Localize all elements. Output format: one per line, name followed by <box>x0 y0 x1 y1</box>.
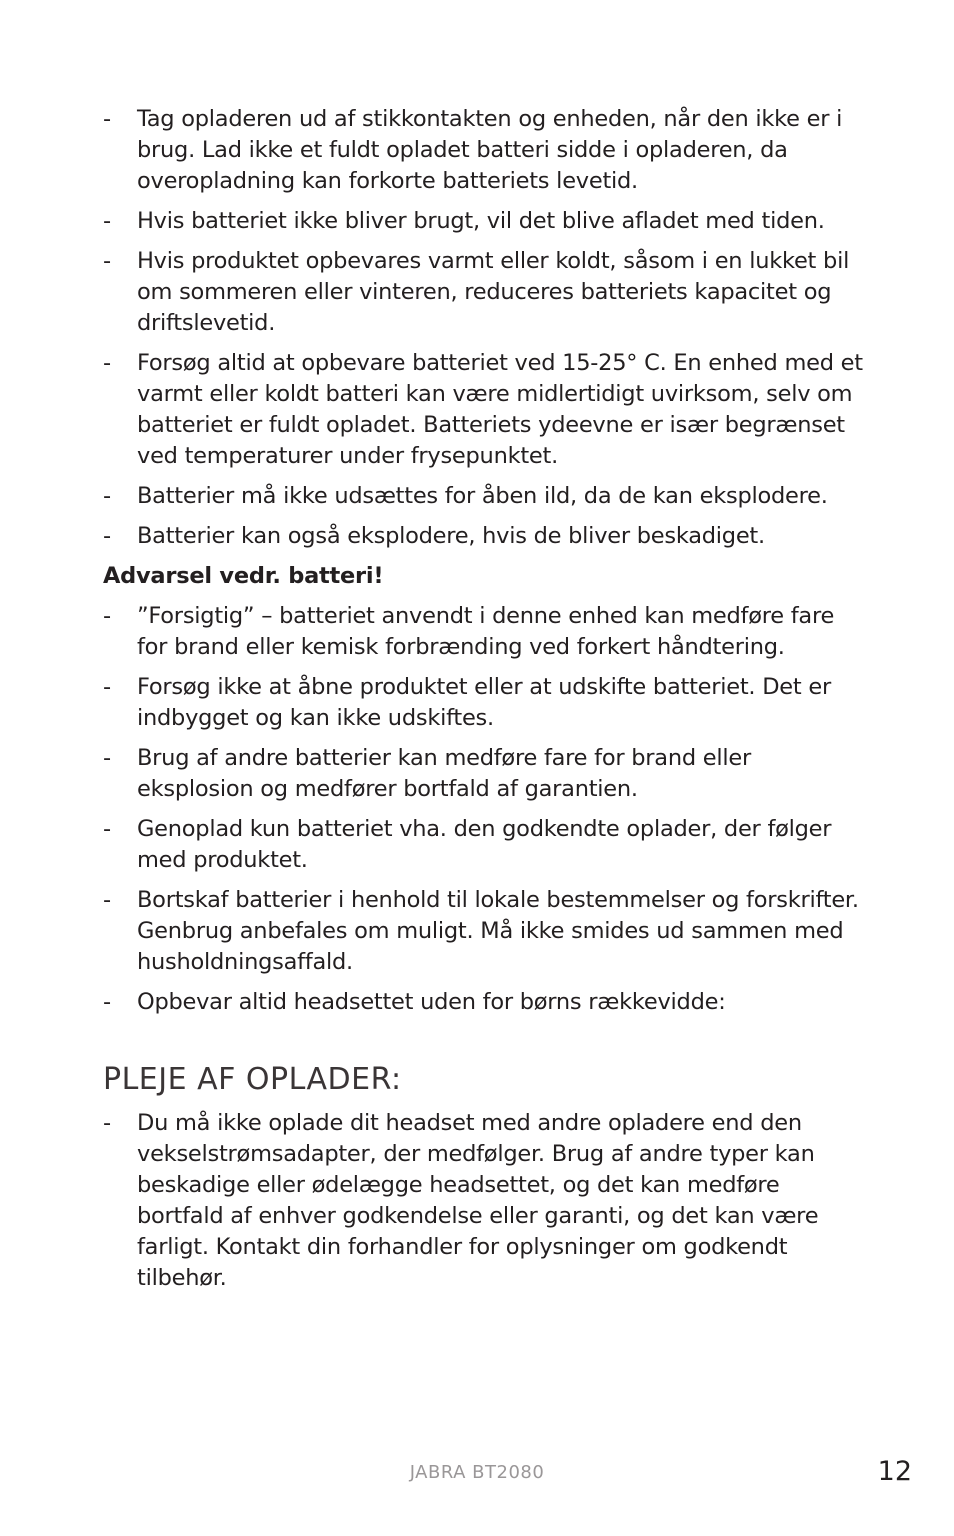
footer-product-name: JABRA BT2080 <box>409 1462 545 1483</box>
list-item <box>103 521 863 552</box>
list-item <box>103 987 863 1018</box>
list-item <box>103 672 863 734</box>
list-item-text: ”Forsigtig” – batteriet anvendt i denne enhed kan medføre fare for brand eller kemisk forbrænding ved forkert håndtering. <box>137 603 835 660</box>
list-item-text: Tag opladeren ud af stikkontakten og enheden, når den ikke er i brug. Lad ikke et fuldt opladet batteri sidde i opladeren, da overopladning kan forkorte batteriets levetid. <box>137 106 843 194</box>
list-item-text: Batterier må ikke udsættes for åben ild, da de kan eksplodere. <box>137 483 828 509</box>
list-item-text: Opbevar altid headsettet uden for børns rækkevidde: <box>137 989 726 1015</box>
list-item-text: Batterier kan også eksplodere, hvis de bliver beskadiget. <box>137 523 765 549</box>
section-title: PLEJE AF OPLADER: <box>103 1062 402 1097</box>
bullet-dash: - <box>103 248 111 274</box>
bullet-dash: - <box>103 350 111 376</box>
list-item <box>103 348 863 472</box>
list-item-text: Bortskaf batterier i henhold til lokale bestemmelser og forskrifter. Genbrug anbefales om muligt. Må ikke smides ud sammen med husholdningsaffald. <box>137 887 859 975</box>
list-item-text: Hvis batteriet ikke bliver brugt, vil det blive afladet med tiden. <box>137 208 825 234</box>
battery-warning-heading: Advarsel vedr. batteri! <box>103 563 384 589</box>
bullet-dash: - <box>103 208 111 234</box>
bullet-dash: - <box>103 816 111 842</box>
list-item <box>103 206 863 237</box>
list-item-text: Hvis produktet opbevares varmt eller koldt, såsom i en lukket bil om sommeren eller vinteren, reduceres batteriets kapacitet og driftslevetid. <box>137 248 850 336</box>
list-item <box>103 1108 863 1294</box>
page-number: 12 <box>877 1456 912 1487</box>
bullet-dash: - <box>103 1110 111 1136</box>
list-item-text: Forsøg ikke at åbne produktet eller at udskifte batteriet. Det er indbygget og kan ikke udskiftes. <box>137 674 831 731</box>
bullet-dash: - <box>103 106 111 132</box>
bullet-dash: - <box>103 483 111 509</box>
list-item <box>103 743 863 805</box>
battery-warning-list <box>103 601 863 1027</box>
list-item-text: Du må ikke oplade dit headset med andre opladere end den vekselstrømsadapter, der medfølger. Brug af andre typer kan beskadige eller ødelægge headsettet, og det kan medføre bortfald af enhver godkendelse eller garanti, og det kan være farligt. Kontakt din forhandler for oplysninger om godkendt tilbehør. <box>137 1110 819 1291</box>
charger-care-list <box>103 1108 863 1303</box>
bullet-dash: - <box>103 523 111 549</box>
bullet-dash: - <box>103 674 111 700</box>
battery-care-list <box>103 104 863 561</box>
list-item-text: Brug af andre batterier kan medføre fare for brand eller eksplosion og medfører bortfald af garantien. <box>137 745 751 802</box>
bullet-dash: - <box>103 887 111 913</box>
list-item <box>103 885 863 978</box>
list-item <box>103 104 863 197</box>
list-item-text: Forsøg altid at opbevare batteriet ved 15-25° C. En enhed med et varmt eller koldt batteri kan være midlertidigt uvirksom, selv om batteriet er fuldt opladet. Batteriets ydeevne er især begrænset ved temperaturer under frysepunktet. <box>137 350 863 469</box>
bullet-dash: - <box>103 603 111 629</box>
bullet-dash: - <box>103 989 111 1015</box>
list-item <box>103 814 863 876</box>
list-item <box>103 246 863 339</box>
list-item-text: Genoplad kun batteriet vha. den godkendte oplader, der følger med produktet. <box>137 816 832 873</box>
list-item <box>103 601 863 663</box>
bullet-dash: - <box>103 745 111 771</box>
list-item <box>103 481 863 512</box>
